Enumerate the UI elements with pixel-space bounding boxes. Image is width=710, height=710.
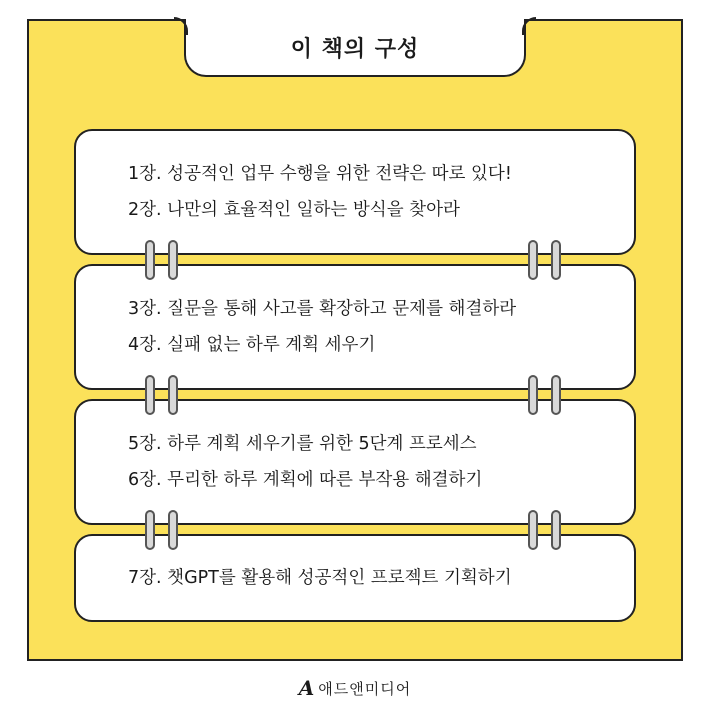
chapter-line: 4장. 실패 없는 하루 계획 세우기 — [128, 335, 376, 355]
chapter-line: 7장. 챗GPT를 활용해 성공적인 프로젝트 기획하기 — [128, 568, 512, 588]
publisher-name: 애드앤미디어 — [318, 679, 412, 698]
binder-ring — [168, 510, 178, 550]
tab-left-ear — [174, 17, 188, 35]
chapter-line: 3장. 질문을 통해 사고를 확장하고 문제를 해결하라 — [128, 299, 517, 319]
header-tab — [184, 19, 526, 77]
publisher-logo — [0, 676, 710, 700]
binder-ring — [551, 510, 561, 550]
chapter-line: 1장. 성공적인 업무 수행을 위한 전략은 따로 있다! — [128, 164, 512, 184]
binder-ring — [528, 375, 538, 415]
binder-ring — [551, 240, 561, 280]
binder-ring — [168, 240, 178, 280]
chapter-line: 2장. 나만의 효율적인 일하는 방식을 찾아라 — [128, 200, 460, 220]
binder-ring — [551, 375, 561, 415]
chapter-line: 5장. 하루 계획 세우기를 위한 5단계 프로세스 — [128, 434, 477, 454]
binder-ring — [168, 375, 178, 415]
logo-mark: A — [298, 676, 315, 700]
chapter-line: 6장. 무리한 하루 계획에 따른 부작용 해결하기 — [128, 470, 483, 490]
tab-right-ear — [522, 17, 536, 35]
chapter-card-2 — [74, 264, 636, 390]
page-title: 이 책의 구성 — [290, 36, 420, 62]
binder-ring — [145, 510, 155, 550]
binder-ring — [145, 375, 155, 415]
binder-ring — [145, 240, 155, 280]
binder-ring — [528, 510, 538, 550]
binder-ring — [528, 240, 538, 280]
chapter-card-3 — [74, 399, 636, 525]
chapter-card-1 — [74, 129, 636, 255]
